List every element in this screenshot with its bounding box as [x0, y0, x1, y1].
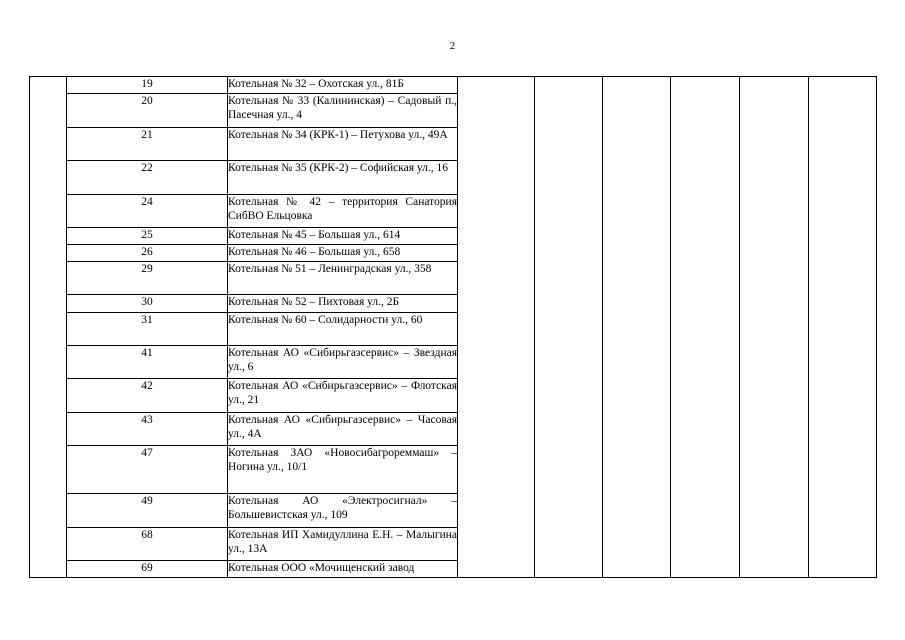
empty-column-cell: [740, 77, 809, 578]
row-number: 30: [67, 295, 228, 313]
boiler-houses-table: [29, 76, 877, 578]
row-number: 24: [67, 195, 228, 228]
row-name: Котельная ЗАО «Новосибагрореммаш» – Ногина ул., 10/1: [228, 446, 458, 494]
outer-empty-cell: [30, 77, 67, 578]
row-number: 20: [67, 94, 228, 128]
row-name: Котельная АО «Сибирьгазсервис» – Звездная ул., 6: [228, 346, 458, 379]
empty-column-cell: [671, 77, 740, 578]
row-number: 49: [67, 494, 228, 528]
row-name: Котельная № 45 – Большая ул., 614: [228, 228, 458, 245]
row-name: Котельная № 35 (КРК-2) – Софийская ул., 16: [228, 161, 458, 195]
row-number: 26: [67, 245, 228, 262]
row-number: 29: [67, 262, 228, 295]
row-number: 42: [67, 379, 228, 413]
row-number: 69: [67, 561, 228, 578]
table-row: [30, 77, 877, 94]
table-body: [30, 77, 877, 578]
row-name: Котельная ИП Хамидуллина Е.Н. – Малыгина ул., 13А: [228, 528, 458, 561]
row-name: Котельная № 46 – Большая ул., 658: [228, 245, 458, 262]
row-number: 47: [67, 446, 228, 494]
row-number: 41: [67, 346, 228, 379]
row-name: Котельная АО «Сибирьгазсервис» – Часовая ул., 4А: [228, 413, 458, 446]
empty-column-cell: [603, 77, 671, 578]
row-number: 19: [67, 77, 228, 94]
row-name: Котельная АО «Электросигнал» – Большевистская ул., 109: [228, 494, 458, 528]
row-number: 22: [67, 161, 228, 195]
row-number: 25: [67, 228, 228, 245]
row-number: 31: [67, 313, 228, 346]
row-name: Котельная АО «Сибирьгазсервис» – Флотская ул., 21: [228, 379, 458, 413]
row-name: Котельная № 51 – Ленинградская ул., 358: [228, 262, 458, 295]
row-name: Котельная № 60 – Солидарности ул., 60: [228, 313, 458, 346]
row-name: Котельная ООО «Мочищенский завод: [228, 561, 458, 578]
row-name: Котельная № 52 – Пихтовая ул., 2Б: [228, 295, 458, 313]
row-number: 43: [67, 413, 228, 446]
row-name: Котельная № 32 – Охотская ул., 81Б: [228, 77, 458, 94]
empty-column-cell: [535, 77, 603, 578]
empty-column-cell: [458, 77, 535, 578]
row-number: 68: [67, 528, 228, 561]
page-number: 2: [449, 40, 456, 52]
row-name: Котельная № 34 (КРК-1) – Петухова ул., 49А: [228, 128, 458, 161]
row-name: Котельная № 42 – территория Санатория СибВО Ельцовка: [228, 195, 458, 228]
row-name: Котельная № 33 (Калининская) – Садовый п., Пасечная ул., 4: [228, 94, 458, 128]
row-number: 21: [67, 128, 228, 161]
empty-column-cell: [809, 77, 877, 578]
